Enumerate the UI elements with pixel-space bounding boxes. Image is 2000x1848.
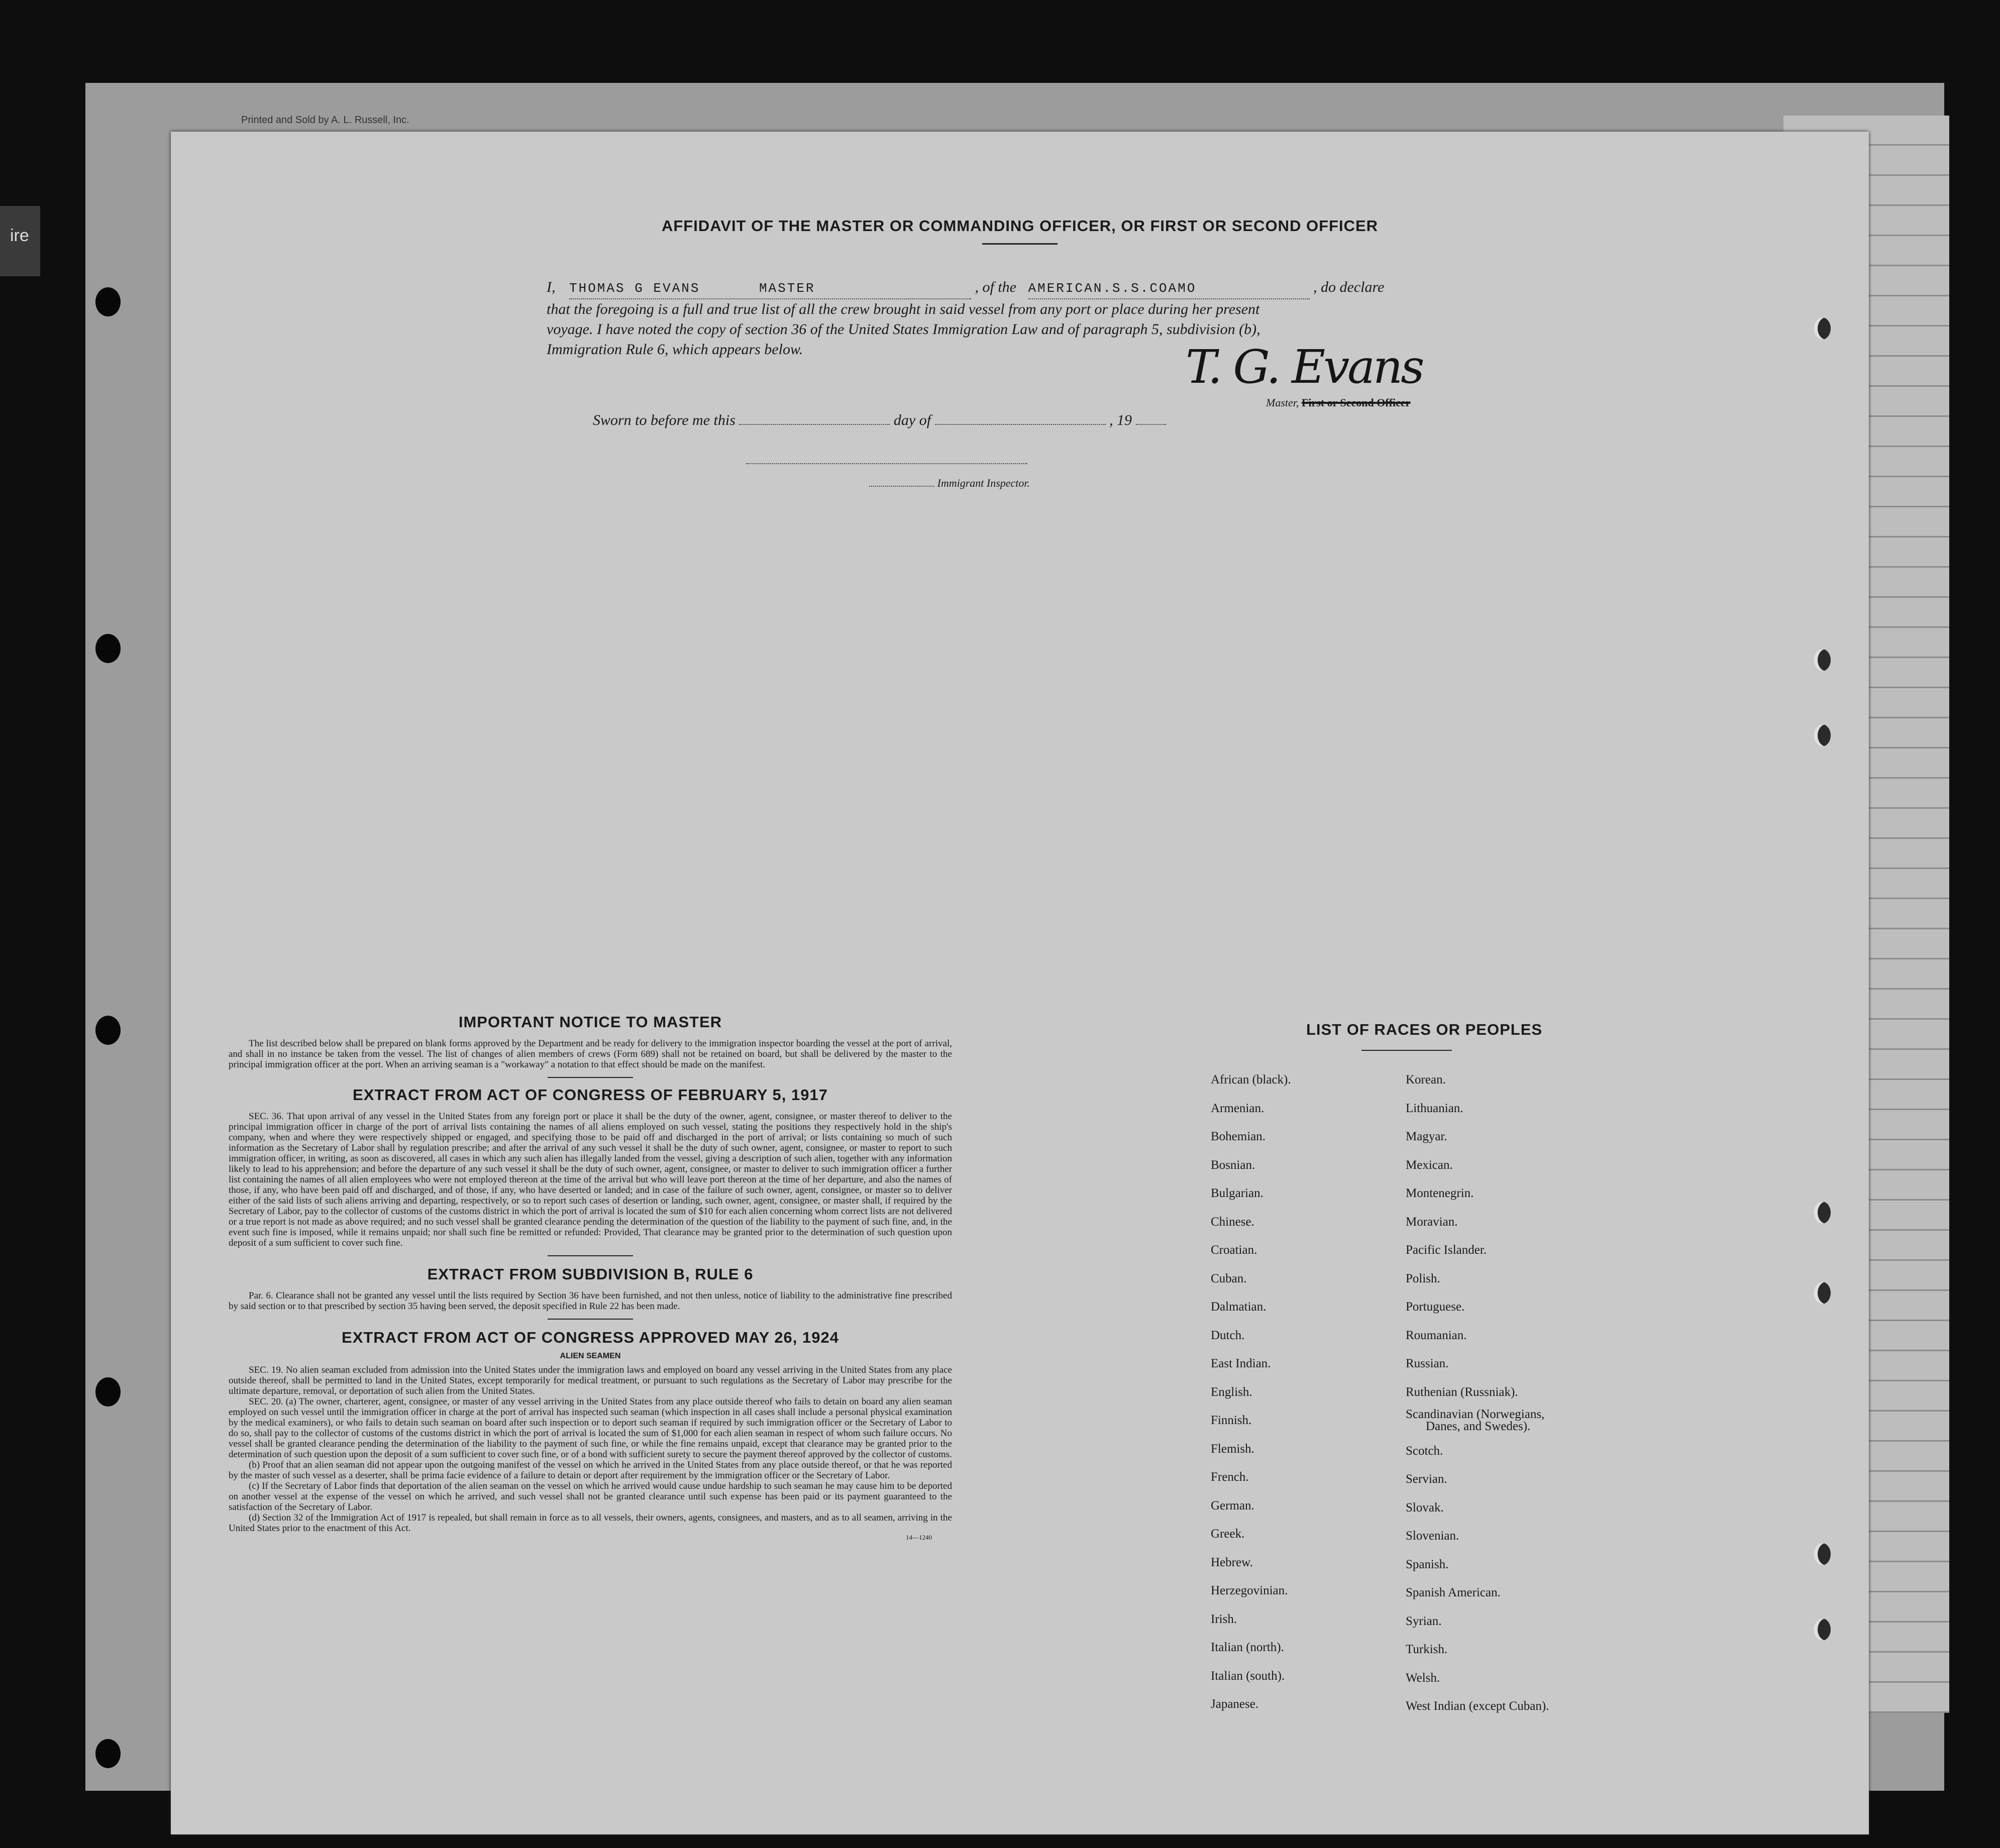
race-item: Spanish.	[1406, 1557, 1449, 1571]
notice-body: The list described below shall be prepared on blank forms approved by the Department and be ready for delivery to the immigration inspector boarding the vessel at the port of arrival, and shall in no instance be taken from the vessel. The list of changes of alien members of crews (Form 689) shall not be retained on board, but shall be delivered by the master to the principal immigration officer at the port. When an arriving seaman is a "workaway" a notation to that effect should be made on the manifest.	[229, 1038, 952, 1070]
sec19-text: SEC. 19. No alien seaman excluded from admission into the United States under the immigration laws and employed on board any vessel arriving in the United States from any place outside thereof, shall be permitted to land in the United States, except temporarily for medical treatment, or pursuant to such regulations as the Secretary of Labor may prescribe for the ultimate departure, removal, or deportation of such alien from the United States.	[229, 1365, 952, 1396]
race-item: Greek.	[1211, 1527, 1245, 1541]
race-item: Italian (south).	[1211, 1669, 1285, 1683]
master-signature: T. G. Evans	[1186, 340, 1423, 394]
sworn-line	[593, 410, 1166, 430]
race-item: Dalmatian.	[1211, 1300, 1267, 1314]
inspector-dots	[869, 486, 934, 487]
declaration-i: I,	[547, 279, 556, 295]
race-item: Slovenian.	[1406, 1529, 1459, 1543]
inspector-signature-line	[746, 463, 1027, 464]
race-item: Magyar.	[1406, 1130, 1447, 1143]
race-item: Portuguese.	[1406, 1300, 1465, 1314]
race-item: Bulgarian.	[1211, 1186, 1264, 1200]
sec20b-text: (b) Proof that an alien seaman did not appear upon the outgoing manifest of the vessel on which he arrived in the United States from any place outside thereof, or that he was reported by the master of such vessel as a deserter, shall be prima facie evidence of a failure to detain or deport after requirement by the immigration officer or the Secretary of Labor.	[229, 1460, 952, 1481]
sworn-month-field	[935, 424, 1106, 425]
binder-hole	[95, 1016, 121, 1045]
notice-column	[229, 1013, 952, 1542]
race-item: Moravian.	[1406, 1215, 1458, 1229]
race-item: East Indian.	[1211, 1357, 1271, 1370]
punch-hole	[1814, 724, 1831, 746]
race-item: Russian.	[1406, 1357, 1449, 1370]
binder-hole	[95, 634, 121, 663]
extract-rule6-body: Par. 6. Clearance shall not be granted any vessel until the lists required by Section 36 have been furnished, and not then unless, notice of liability to the administrative fine prescribed by said section or to that prescribed by section 35 having been served, the deposit specified in Rule 22 has been made.	[229, 1290, 952, 1312]
form-number: 14—1240	[906, 1534, 932, 1541]
race-item: German.	[1211, 1498, 1254, 1512]
sworn-year-field	[1136, 424, 1166, 425]
sworn-prefix: Sworn to before me this	[593, 412, 735, 428]
race-item: African (black).	[1211, 1073, 1291, 1086]
races-column-1	[1211, 1066, 1291, 1719]
affidavit-declaration	[547, 277, 1662, 360]
race-item: Flemish.	[1211, 1442, 1254, 1456]
extract-rule6-title: EXTRACT FROM SUBDIVISION B, RULE 6	[427, 1265, 754, 1283]
race-item: Lithuanian.	[1406, 1101, 1463, 1115]
sworn-day-field	[739, 424, 890, 425]
race-item: Irish.	[1211, 1612, 1237, 1626]
punch-hole	[1814, 1618, 1831, 1641]
race-item: Turkish.	[1406, 1643, 1448, 1656]
do-declare-text: , do declare	[1313, 279, 1385, 295]
printer-line: Printed and Sold by A. L. Russell, Inc.	[241, 115, 409, 126]
race-item: Polish.	[1406, 1271, 1440, 1285]
inspector-label-text: Immigrant Inspector.	[937, 477, 1030, 489]
officer-rank: MASTER	[759, 281, 815, 296]
race-item: Bohemian.	[1211, 1130, 1266, 1143]
race-item: Ruthenian (Russniak).	[1406, 1385, 1518, 1399]
side-scrap-text: ire	[0, 206, 40, 276]
sec20c-text: (c) If the Secretary of Labor finds that deportation of the alien seaman on the vessel on which he arrived would cause undue hardship to such seaman he may cause him to be deported on another vessel at the expense of the vessel on which he arrived, and such vessel shall not be granted clearance until such expense has been paid or its payment guaranteed to the satisfaction of the Secretary of Labor.	[229, 1481, 952, 1512]
race-item: Mexican.	[1406, 1158, 1453, 1172]
race-item: Chinese.	[1211, 1215, 1254, 1229]
race-item: Bosnian.	[1211, 1158, 1255, 1172]
binder-hole	[95, 1739, 121, 1768]
affidavit-title: AFFIDAVIT OF THE MASTER OR COMMANDING OFFICER, OR FIRST OR SECOND OFFICER	[661, 217, 1379, 235]
race-item: Finnish.	[1211, 1414, 1252, 1427]
punch-hole	[1814, 1543, 1831, 1565]
of-the-text: , of the	[975, 279, 1016, 295]
officer-name: THOMAS G EVANS	[569, 281, 700, 296]
declaration-line: that the foregoing is a full and true list of all the crew brought in said vessel from any port or place during her present	[547, 301, 1260, 317]
races-column-2	[1406, 1066, 1549, 1721]
affidavit-page	[171, 132, 1869, 1834]
race-item: Herzegovinian.	[1211, 1584, 1288, 1597]
vessel-field	[1028, 277, 1310, 299]
race-item: Syrian.	[1406, 1614, 1442, 1628]
alien-seamen-subtitle: ALIEN SEAMEN	[560, 1352, 621, 1360]
punch-hole	[1814, 317, 1831, 340]
punch-hole	[1814, 1282, 1831, 1304]
race-item: Spanish American.	[1406, 1586, 1501, 1599]
officer-field	[569, 277, 971, 299]
punch-hole	[1814, 649, 1831, 671]
race-item: Japanese.	[1211, 1697, 1259, 1711]
binder-hole	[95, 287, 121, 316]
signer-title	[1266, 393, 1410, 413]
notice-title: IMPORTANT NOTICE TO MASTER	[458, 1013, 722, 1031]
race-item: West Indian (except Cuban).	[1406, 1699, 1549, 1713]
declaration-line: voyage. I have noted the copy of section 36 of the United States Immigration Law and of paragraph 5, subdivision (b),	[547, 321, 1260, 338]
extract-1917-body: SEC. 36. That upon arrival of any vessel in the United States from any foreign port or place it shall be the duty of the owner, agent, consignee, or master thereof to deliver to the principal immigration officer in charge of the port of arrival lists containing the names of all aliens employed on such vessel, stating the positions they respectively hold in the ship's company, when and where they were respectively shipped or engaged, and specifying those to be paid off and discharged in the port of arrival; or lists containing so much of such information as the Secretary of Labor shall by regulation prescribe; and after the arrival of any such vessel it shall be the duty of such owner, agent, consignee, or master to report to such immigration officer, in writing, as soon as discovered, all cases in which any such alien has illegally landed from the vessel, giving a description of such alien, together with any information likely to lead to his apprehension; and before the departure of any such vessel it shall be the duty of such owner, agent, consignee, or master to deliver to such immigration officer a further list containing the names of all alien employees who were not employed thereon at the time of the arrival but who will leave port thereon at the time of her departure, and also the names of those, if any, who have been paid off and discharged, and of those, if any, who have deserted or landed; and in case of the failure of such owner, agent, consignee, or master so to deliver either of the said lists of such aliens arriving and departing, respectively, or so to report such cases of desertion or landing, such owner, agent, consignee, or master shall, if required by the Secretary of Labor, pay to the collector of customs of the customs district in which the port of arrival is located the sum of $10 for each alien concerning whom correct lists are not delivered or a true report is not made as above required; and no such vessel shall be granted clearance pending the determination of the question of the liability to the payment of such fine, and, in the event such fine is imposed, while it remains unpaid; nor shall such fine be remitted or refunded: Provided, That clearance may be granted prior to the determination of such question upon deposit of a sum sufficient to cover such fine.	[229, 1111, 952, 1248]
divider	[548, 1255, 633, 1256]
race-item: English.	[1211, 1385, 1252, 1399]
divider	[548, 1319, 633, 1320]
race-item: Welsh.	[1406, 1671, 1440, 1685]
sec20d-text: (d) Section 32 of the Immigration Act of 1917 is repealed, but shall remain in force as to all vessels, their owners, agents, consignees, and masters, and as to all seamen, arriving in the United States prior to the enactment of this Act.	[229, 1512, 952, 1534]
inspector-label	[869, 473, 1030, 493]
race-item: Slovak.	[1406, 1500, 1444, 1514]
year-prefix: , 19	[1109, 412, 1132, 428]
race-item: French.	[1211, 1470, 1249, 1484]
race-item: Croatian.	[1211, 1243, 1257, 1257]
declaration-line: Immigration Rule 6, which appears below.	[547, 341, 803, 358]
race-item: Armenian.	[1211, 1101, 1265, 1115]
race-item: Pacific Islander.	[1406, 1243, 1487, 1257]
extract-1917-title: EXTRACT FROM ACT OF CONGRESS OF FEBRUARY 5, 1917	[353, 1086, 828, 1104]
day-of-text: day of	[893, 412, 931, 428]
divider	[548, 1077, 633, 1078]
race-item: Roumanian.	[1406, 1328, 1467, 1342]
race-item: Italian (north).	[1211, 1641, 1284, 1654]
sec20a-text: SEC. 20. (a) The owner, charterer, agent, consignee, or master of any vessel arriving in the United States from any place outside thereof who fails to detain on board any alien seaman employed on such vessel until the immigration officer in charge at the port of arrival has inspected such seaman (which inspection in all cases shall include a personal physical examination by the medical examiners), or who fails to detain such seaman on board after such inspection or to deport such seaman if required by such immigration officer or the Secretary of Labor to do so, shall pay to the collector of customs of the customs district in which the port of arrival is located the sum of $1,000 for each alien seaman in respect of whom such failure occurs. No vessel shall be granted clearance pending the determination of the liability to the payment of such fine, or while the fine remains unpaid, except that clearance may be granted prior to the determination of such question upon the deposit of a sum sufficient to cover such fine, or of a bond with sufficient surety to secure the payment thereof approved by the collector of customs.	[229, 1396, 952, 1460]
punch-hole	[1814, 1202, 1831, 1224]
race-item: Servian.	[1406, 1472, 1447, 1486]
race-item-line: Scandinavian (Norwegians,	[1406, 1407, 1545, 1421]
signer-title-master: Master,	[1266, 396, 1299, 409]
race-item: Montenegrin.	[1406, 1186, 1474, 1200]
title-rule	[982, 243, 1058, 245]
race-item: Hebrew.	[1211, 1555, 1253, 1569]
binder-hole	[95, 1377, 121, 1406]
race-item-line: Danes, and Swedes).	[1426, 1420, 1531, 1433]
races-title: LIST OF RACES OR PEOPLES	[1306, 1021, 1543, 1038]
race-item: Scotch.	[1406, 1444, 1443, 1458]
extract-1924-title: EXTRACT FROM ACT OF CONGRESS APPROVED MAY 26, 1924	[342, 1329, 839, 1346]
race-item: Cuban.	[1211, 1271, 1247, 1285]
race-item: Dutch.	[1211, 1328, 1245, 1342]
race-item-scandinavian	[1406, 1406, 1549, 1437]
vessel-name: AMERICAN.S.S.COAMO	[1028, 281, 1197, 296]
races-title-rule	[1361, 1050, 1452, 1051]
signer-title-struck: First or Second Officer	[1301, 396, 1411, 409]
race-item: Korean.	[1406, 1073, 1446, 1086]
